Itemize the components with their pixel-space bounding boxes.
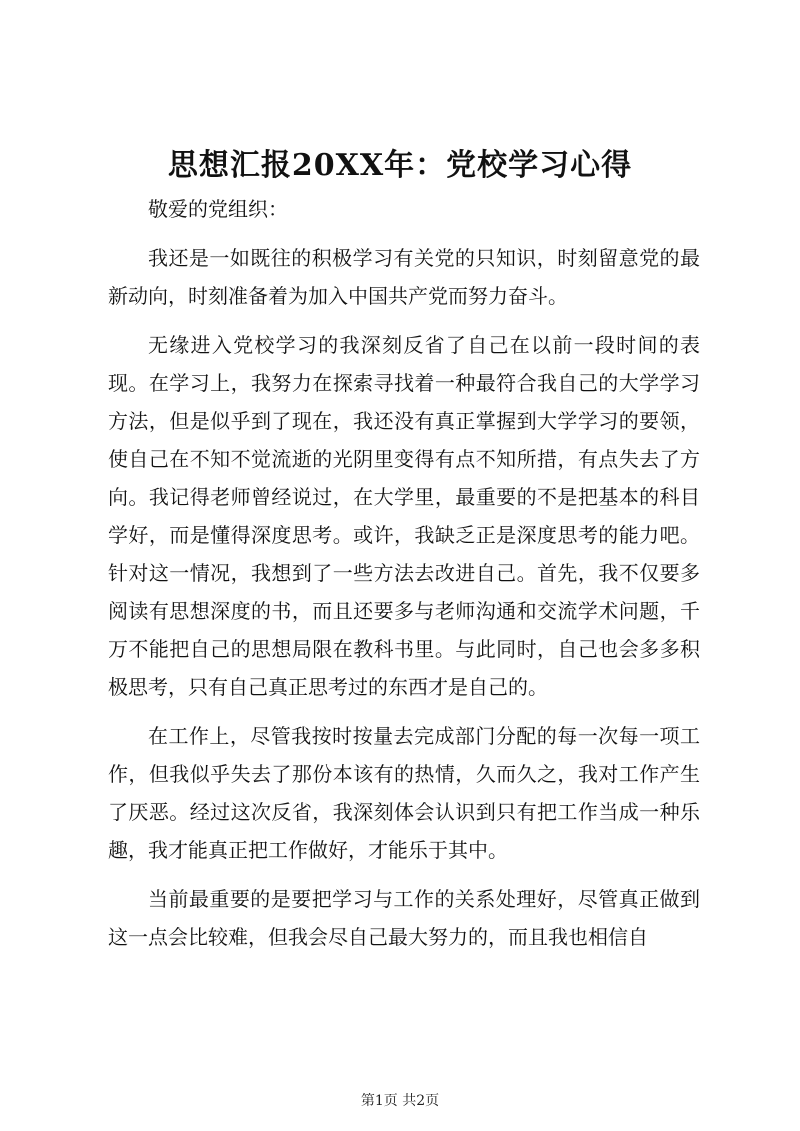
salutation: 敬爱的党组织： — [148, 197, 288, 221]
paragraph: 当前最重要的是要把学习与工作的关系处理好，尽管真正做到这一点会比较难，但我会尽自己最大努力的，而且我也相信自 — [108, 887, 700, 949]
document-title: 思想汇报20XX年：党校学习心得 — [167, 148, 633, 183]
page-footer: 第1页 共2页 — [360, 1093, 440, 1109]
document-body — [108, 190, 700, 967]
paragraph: 在工作上，尽管我按时按量去完成部门分配的每一次每一项工作，但我似乎失去了那份本该有的热情，久而久之，我对工作产生了厌恶。经过这次反省，我深刻体会认识到只有把工作当成一种乐趣，我才能真正把工作做好，才能乐于其中。 — [108, 724, 700, 862]
paragraph: 无缘进入党校学习的我深刻反省了自己在以前一段时间的表现。在学习上，我努力在探索寻找着一种最符合我自己的大学学习方法，但是似乎到了现在，我还没有真正掌握到大学学习的要领，使自己在不知不觉流逝的光阴里变得有点不知所措，有点失去了方向。我记得老师曾经说过，在大学里，最重要的不是把基本的科目学好，而是懂得深度思考。或许，我缺乏正是深度思考的能力吧。针对这一情况，我想到了一些方法去改进自己。首先，我不仅要多阅读有思想深度的书，而且还要多与老师沟通和交流学术问题，千万不能把自己的思想局限在教科书里。与此同时，自己也会多多积极思考，只有自己真正思考过的东西才是自己的。 — [108, 333, 700, 699]
paragraph: 我还是一如既往的积极学习有关党的只知识，时刻留意党的最新动向，时刻准备着为加入中国共产党而努力奋斗。 — [108, 246, 700, 308]
